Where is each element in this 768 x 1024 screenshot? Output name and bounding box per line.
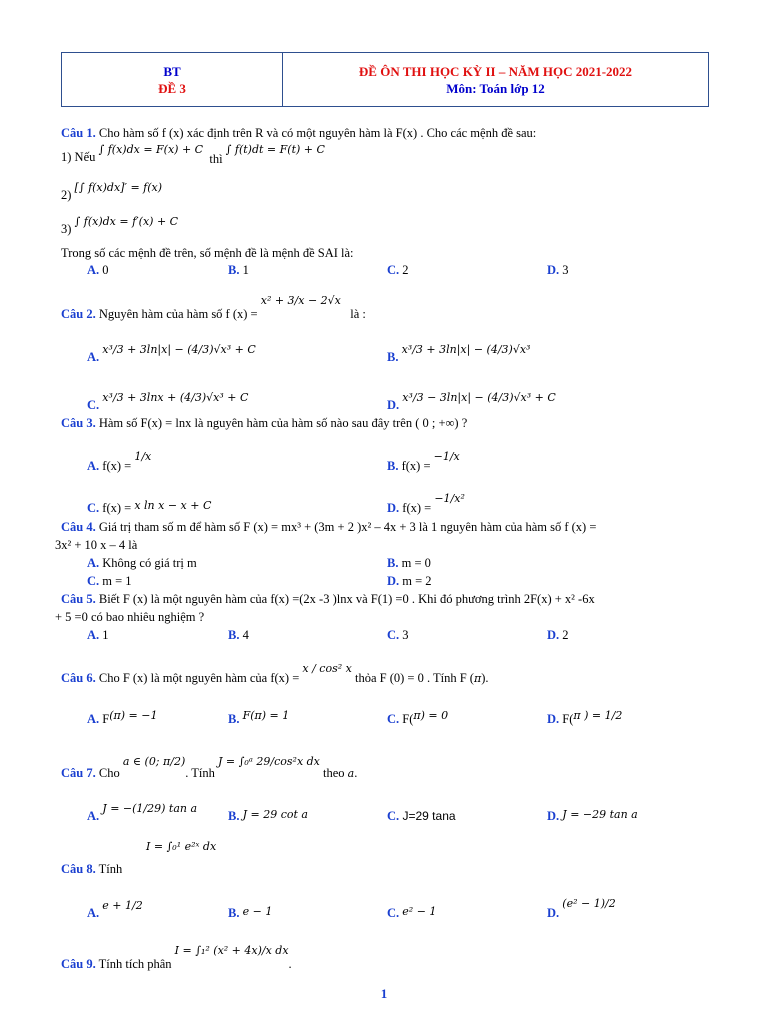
- option-math: x³/3 − 3ln|x| − (4/3)√x³ + C: [402, 391, 556, 404]
- question-7-tail: theo: [319, 766, 348, 780]
- option-math: (π) = −1: [109, 709, 158, 722]
- question-5: [61, 592, 595, 607]
- statement-1-then: thì: [209, 152, 223, 166]
- question-1-prompt: Trong số các mệnh đề trên, số mệnh đề là mệnh đề SAI là:: [61, 246, 354, 260]
- header-bt: BT: [163, 63, 181, 79]
- option-math: J = −29 tan a: [562, 808, 638, 821]
- option-label: B.: [228, 906, 240, 920]
- q1-option-b[interactable]: [228, 263, 249, 278]
- statement-2-prefix: 2): [61, 188, 72, 202]
- question-6-label: Câu 6.: [61, 671, 96, 685]
- q2-option-b[interactable]: [387, 343, 531, 365]
- q6-option-a[interactable]: [87, 709, 158, 727]
- option-text: f(x) =: [398, 459, 431, 473]
- q6-option-b[interactable]: [228, 709, 290, 727]
- option-text: m = 2: [399, 574, 432, 588]
- q3-option-a[interactable]: [87, 450, 152, 474]
- statement-1-math-a: ∫ f(x)dx = F(x) + C: [98, 143, 204, 156]
- question-7-integral: J = ∫₀ᵃ 29/cos²x dx: [218, 755, 320, 768]
- question-6-tail-end: ).: [481, 671, 489, 685]
- statement-1-prefix: 1) Nếu: [61, 150, 96, 164]
- q6-option-c[interactable]: [387, 709, 449, 727]
- question-8-integral: I = ∫₀¹ e²ˣ dx: [146, 840, 217, 853]
- option-label: C.: [387, 809, 400, 823]
- option-math: e − 1: [242, 905, 273, 918]
- question-2-text: Nguyên hàm của hàm số f (x) =: [95, 307, 258, 321]
- question-2: [61, 294, 366, 322]
- option-label: D.: [547, 906, 560, 920]
- option-label: B.: [387, 350, 399, 364]
- question-4-label: Câu 4.: [61, 520, 96, 534]
- q4-option-b[interactable]: [387, 556, 431, 571]
- option-label: B.: [228, 628, 240, 642]
- pi-symbol: π: [473, 672, 482, 685]
- option-label: A.: [87, 459, 100, 473]
- option-text: f(x) =: [99, 501, 132, 515]
- question-7-condition: a ∈ (0; π/2): [122, 755, 186, 768]
- statement-3-prefix: 3): [61, 222, 72, 236]
- option-math: π ) = 1/2: [573, 709, 623, 722]
- option-label: A.: [87, 712, 100, 726]
- option-text: 2: [559, 628, 569, 642]
- question-1: [61, 126, 536, 141]
- question-3-text: Hàm số F(x) = lnx là nguyên hàm của hàm số nào sau đây trên ( 0 ; +∞) ?: [95, 416, 468, 430]
- question-2-tail: là :: [350, 307, 366, 321]
- option-text: 3: [559, 263, 569, 277]
- option-text: J=29 tana: [399, 809, 456, 823]
- option-label: B.: [228, 712, 240, 726]
- option-label: D.: [547, 809, 560, 823]
- q1-option-c[interactable]: [387, 263, 409, 278]
- variable-a: a: [347, 767, 355, 780]
- q4-option-d[interactable]: [387, 574, 432, 589]
- question-6: [61, 662, 489, 686]
- option-text: F(: [559, 712, 574, 726]
- question-1-label: Câu 1.: [61, 126, 96, 140]
- q5-option-b[interactable]: [228, 628, 249, 643]
- question-5-text: Biết F (x) là một nguyên hàm của f(x) =(2x -3 )lnx và F(1) =0 . Khi đó phương trình 2F(x) + x² -6x: [95, 592, 595, 606]
- option-text: f(x) =: [99, 459, 132, 473]
- statement-3: [61, 215, 179, 237]
- q3-option-d[interactable]: [387, 492, 465, 516]
- option-label: A.: [87, 628, 100, 642]
- option-label: C.: [387, 628, 400, 642]
- option-text: F(: [399, 712, 414, 726]
- q1-option-a[interactable]: [87, 263, 109, 278]
- question-9-label: Câu 9.: [61, 957, 96, 971]
- option-text: m = 0: [398, 556, 431, 570]
- option-math: x ln x − x + C: [134, 499, 212, 512]
- question-5-label: Câu 5.: [61, 592, 96, 606]
- q1-option-d[interactable]: [547, 263, 569, 278]
- option-label: C.: [87, 574, 100, 588]
- option-label: D.: [387, 574, 400, 588]
- option-text: 3: [399, 628, 409, 642]
- question-1-text: Cho hàm số f (x) xác định trên R và có một nguyên hàm là F(x) . Cho các mệnh đề sau:: [95, 126, 537, 140]
- option-label: D.: [547, 712, 560, 726]
- q5-option-a[interactable]: [87, 628, 109, 643]
- q7-option-b[interactable]: [228, 809, 308, 824]
- q5-option-d[interactable]: [547, 628, 569, 643]
- question-9: Câu 9. Tính tích phân I = ∫₁² (x² + 4x)/x dx.: [61, 944, 292, 971]
- option-label: A.: [87, 350, 100, 364]
- option-text: Không có giá trị m: [99, 556, 197, 570]
- option-label: D.: [387, 398, 400, 412]
- option-label: C.: [387, 263, 400, 277]
- q2-option-c[interactable]: [87, 391, 249, 413]
- question-4-line-2: 3x² + 10 x – 4 là: [55, 538, 138, 552]
- option-label: D.: [387, 501, 400, 515]
- option-label: D.: [547, 263, 560, 277]
- question-6-text: Cho F (x) là một nguyên hàm của f(x) =: [95, 671, 300, 685]
- option-math: J = −(1/29) tan a: [102, 802, 198, 815]
- q7-option-a[interactable]: [87, 802, 198, 824]
- option-math: e² − 1: [402, 905, 437, 918]
- statement-2-math: [∫ f(x)dx]′ = f(x): [74, 181, 163, 194]
- question-4: [61, 520, 596, 535]
- q4-option-a[interactable]: [87, 556, 197, 571]
- option-text: 1: [99, 628, 109, 642]
- q8-option-b[interactable]: [228, 906, 272, 921]
- option-label: C.: [387, 906, 400, 920]
- option-math: x³/3 + 3ln|x| − (4/3)√x³: [401, 343, 531, 356]
- option-math: J = 29 cot a: [242, 808, 308, 821]
- q3-option-b[interactable]: [387, 450, 460, 474]
- q4-option-c[interactable]: [87, 574, 132, 589]
- q6-option-d[interactable]: [547, 709, 623, 727]
- option-text: 4: [239, 628, 249, 642]
- option-text: 2: [399, 263, 409, 277]
- option-text: F: [99, 712, 110, 726]
- question-7: Câu 7. Cho a ∈ (0; π/2). Tính J = ∫₀ᵃ 29/cos²x dx theo a.: [61, 755, 358, 780]
- option-math: x³/3 + 3ln|x| − (4/3)√x³ + C: [102, 343, 256, 356]
- q3-option-c[interactable]: [87, 501, 211, 516]
- option-math: x³/3 + 3lnx + (4/3)√x³ + C: [102, 391, 249, 404]
- question-6-function: x / cos² x: [302, 662, 352, 675]
- option-text: f(x) =: [399, 501, 432, 515]
- option-label: C.: [87, 501, 100, 515]
- option-math: F(π) = 1: [242, 709, 290, 722]
- question-8-label: Câu 8.: [61, 862, 96, 876]
- option-math: e + 1/2: [102, 899, 143, 912]
- option-label: C.: [387, 712, 400, 726]
- option-label: A.: [87, 809, 100, 823]
- option-text: 1: [239, 263, 249, 277]
- option-text: 0: [99, 263, 109, 277]
- option-label: A.: [87, 556, 100, 570]
- question-7-label: Câu 7.: [61, 766, 96, 780]
- option-math: (e² − 1)/2: [562, 897, 616, 910]
- option-label: D.: [547, 628, 560, 642]
- option-label: B.: [387, 459, 399, 473]
- q8-option-d[interactable]: [547, 897, 616, 921]
- question-8: [61, 840, 217, 877]
- question-3-label: Câu 3.: [61, 416, 96, 430]
- q5-option-c[interactable]: [387, 628, 409, 643]
- header-exam-number: ĐỀ 3: [158, 80, 186, 96]
- header-subject: Môn: Toán lớp 12: [446, 80, 545, 96]
- question-7-text: Cho: [95, 766, 120, 780]
- question-4-text: Giá trị tham số m để hàm số F (x) = mx³ + (3m + 2 )x² – 4x + 3 là 1 nguyên hàm của hàm số f (x) =: [95, 520, 597, 534]
- question-5-line-2: + 5 =0 có bao nhiêu nghiệm ?: [55, 610, 205, 624]
- q2-option-d[interactable]: [387, 391, 556, 413]
- option-math: π) = 0: [413, 709, 449, 722]
- option-label: B.: [228, 809, 240, 823]
- question-3: [61, 416, 467, 431]
- question-9-integral: I = ∫₁² (x² + 4x)/x dx: [174, 944, 289, 957]
- statement-3-math: ∫ f(x)dx = f′(x) + C: [74, 215, 179, 228]
- q8-option-c[interactable]: [387, 906, 436, 921]
- option-math: −1/x²: [434, 492, 465, 505]
- question-9-text: Tính tích phân: [95, 957, 172, 971]
- page-number: 1: [380, 986, 388, 1001]
- option-label: C.: [87, 398, 100, 412]
- option-label: B.: [387, 556, 399, 570]
- option-text: m = 1: [99, 574, 132, 588]
- question-2-function: x² + 3/x − 2√x: [260, 294, 341, 307]
- question-2-label: Câu 2.: [61, 307, 96, 321]
- header-exam-title: ĐỀ ÔN THI HỌC KỲ II – NĂM HỌC 2021-2022: [358, 63, 633, 79]
- question-8-text: Tính: [95, 862, 123, 876]
- question-6-tail: thỏa F (0) = 0 . Tính F (: [351, 671, 474, 685]
- statement-2: [61, 181, 163, 203]
- option-label: B.: [228, 263, 240, 277]
- q7-option-d[interactable]: [547, 809, 638, 824]
- option-label: A.: [87, 906, 100, 920]
- q8-option-a[interactable]: [87, 899, 143, 921]
- option-math: −1/x: [433, 450, 460, 463]
- q2-option-a[interactable]: [87, 343, 256, 365]
- q7-option-c[interactable]: [387, 809, 456, 824]
- option-label: A.: [87, 263, 100, 277]
- statement-1: [61, 143, 325, 166]
- option-math: 1/x: [134, 450, 152, 463]
- question-7-mid: . Tính: [185, 766, 215, 780]
- statement-1-math-b: ∫ f(t)dt = F(t) + C: [225, 143, 325, 156]
